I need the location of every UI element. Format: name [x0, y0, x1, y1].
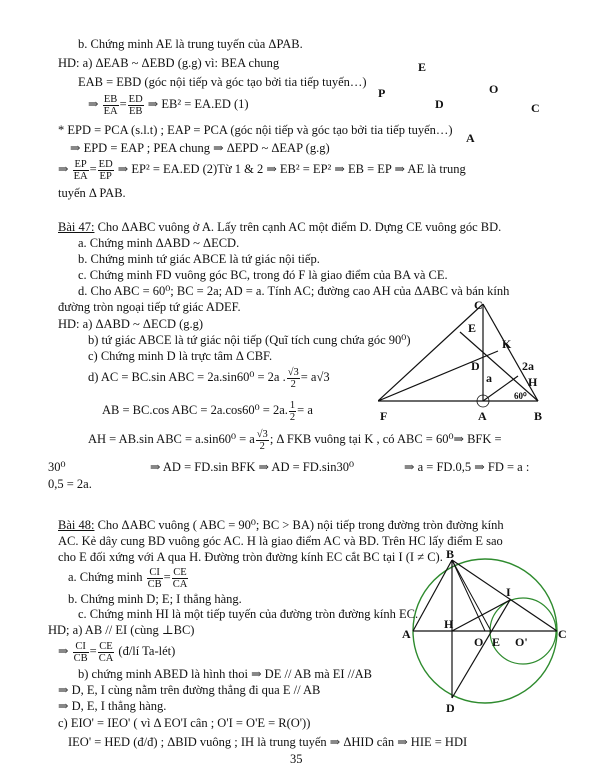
fraction: $\frac{CI}{CB}$ [147, 566, 162, 590]
fraction: $\frac{CE}{CA}$ [172, 566, 188, 590]
fig47-F: F [380, 409, 388, 423]
fig47-H: H [528, 375, 538, 389]
bai47-hd-ad: ⇒ AD = FD.sin BFK ⇒ AD = FD.sin30⁰ [150, 460, 354, 474]
fraction: $\frac{√3}{2}$ [287, 366, 299, 390]
label-P: P [378, 86, 386, 100]
fig48-C: C [558, 627, 567, 641]
bai48-intro-3: cho E đối xứng với A qua H. Đường tròn đường kính EC cắt BC tại I (I ≠ C). [58, 550, 443, 564]
bai48-intro-1: Bài 48: Cho ΔABC vuông ( ABC = 90⁰; BC > BA) nội tiếp trong đường tròn đường kính [58, 518, 504, 532]
label-O: O [489, 82, 499, 96]
bai48-hd-b2: ⇒ D, E, I cùng nằm trên đường thẳng đi qua E // AB [58, 683, 321, 697]
bai48-hd-a: HD; a) AB // EI (cùng ⊥BC) [48, 623, 195, 637]
label-A: A [466, 131, 475, 145]
fig47-B: B [534, 409, 543, 423]
bai47-hd-b: b) tứ giác ABCE là tứ giác nội tiếp (Quĩ tích cung chứa góc 90⁰) [88, 333, 411, 347]
bai47-intro: Bài 47: Cho ΔABC vuông ở A. Lấy trên cạnh AC một điểm D. Dựng CE vuông góc BD. [58, 220, 502, 234]
bai47-q-b: b. Chứng minh tứ giác ABCE là tứ giác nội tiếp. [78, 252, 320, 266]
bai47-q-c: c. Chứng minh FD vuông góc BC, trong đó F là giao điểm của BA và CE. [78, 268, 448, 282]
bai48-hd-b1: b) chứng minh ABED là hình thoi ⇒ DE // AB mà EI //AB [78, 667, 372, 681]
fig48-D: D [446, 701, 455, 713]
bai47-figure [378, 296, 568, 436]
fig47-a: a [486, 371, 492, 385]
bai48-q-c: c. Chứng minh HI là một tiếp tuyến của đường tròn đường kính EC. [78, 607, 419, 621]
fraction: $\frac{1}{2}$ [289, 399, 296, 423]
proof-angle-eq: EAB = EBD (góc nội tiếp và góc tạo bởi tia tiếp tuyến…) [78, 75, 367, 89]
bai48-hd-a2: ⇒ $\frac{CI}{CB}$ = $\frac{CE}{CA}$ (đ/lí Ta-lét) [58, 640, 176, 664]
bai48-q-a: a. Chứng minh $\frac{CI}{CB}$ = $\frac{CE}{CA}$ [68, 566, 188, 590]
fig47-D: D [471, 359, 480, 373]
bai47-hd-fd: ⇒ a = FD.0,5 ⇒ FD = a : [404, 460, 530, 474]
fig47-A: A [478, 409, 487, 423]
line-BC [452, 560, 557, 631]
fig48-B: B [446, 548, 455, 561]
bai47-hd-ab: AB = BC.cos ABC = 2a.cos60⁰ = 2a. $\frac{1}{2}$ = a [102, 399, 313, 423]
bai48-hd-c1: c) EIO' = IEO' ( vì Δ EO'I cân ; O'I = O'E = R(O')) [58, 716, 311, 730]
fraction: $\frac{CE}{CA}$ [98, 640, 114, 664]
fraction: $\frac{ED}{EP}$ [98, 158, 113, 182]
fraction: $\frac{√3}{2}$ [256, 428, 268, 452]
label-C: C [531, 101, 540, 115]
fig47-60: 60⁰ [514, 391, 527, 401]
bai47-hd-result: 0,5 = 2a. [48, 477, 92, 491]
label-D: D [435, 97, 444, 111]
proof-conclusion: tuyến Δ PAB. [58, 186, 126, 200]
fig48-O2: O' [515, 635, 528, 649]
page-number: 35 [290, 752, 303, 766]
fig48-A: A [402, 627, 411, 641]
proof-ratio-1: ⇒ $\frac{EB}{EA}$ = $\frac{ED}{EB}$ ⇒ EB² = EA.ED (1) [88, 93, 249, 117]
bai48-figure [400, 548, 570, 713]
line-CF [378, 304, 483, 401]
bai48-hd-c2: IEO' = HED (đ/đ) ; ΔBID vuông ; IH là trung tuyến ⇒ ΔHID cân ⇒ HIE = HDI [68, 735, 468, 749]
bai47-hd-ah: AH = AB.sin ABC = a.sin60⁰ = a $\frac{√3}{2}$ ; Δ FKB vuông tại K , có ABC = 60⁰⇒ BFK = [88, 428, 502, 452]
label-E: E [418, 60, 427, 74]
proof-similar-2: ⇒ EPD = EAP ; PEA chung ⇒ ΔEPD ~ ΔEAP (g.g) [70, 141, 330, 155]
bai47-hd-a: HD: a) ΔABD ~ ΔECD (g.g) [58, 317, 204, 331]
bai47-q-a: a. Chứng minh ΔABD ~ ΔECD. [78, 236, 240, 250]
bai47-hd-ac: d) AC = BC.sin ABC = 2a.sin60⁰ = 2a . $\frac{√3}{2}$ = a√3 [88, 366, 330, 390]
proof-hd-a: HD: a) ΔEAB ~ ΔEBD (g.g) vì: BEA chung [58, 56, 280, 70]
bai47-q-d1: d. Cho ABC = 60⁰; BC = 2a; AD = a. Tính AC; đường cao AH của ΔABC và bán kính [78, 284, 510, 298]
bai47-q-d2: đường tròn ngoại tiếp tứ giác ADEF. [58, 300, 241, 314]
proof-line-b: b. Chứng minh AE là trung tuyến của ΔPAB. [78, 37, 303, 51]
fig47-2a: 2a [522, 359, 534, 373]
fig47-K: K [502, 337, 512, 351]
bai47-hd-c: c) Chứng minh D là trực tâm Δ CBF. [88, 349, 273, 363]
fig48-O: O [474, 635, 484, 649]
fraction: $\frac{EP}{EA}$ [73, 158, 88, 182]
bai47-hd-30: 30⁰ [48, 460, 66, 474]
fig48-I: I [506, 585, 511, 599]
bai48-hd-b3: ⇒ D, E, I thẳng hàng. [58, 699, 167, 713]
line-DI [452, 600, 510, 698]
fraction: $\frac{ED}{EB}$ [128, 93, 143, 117]
fig48-E: E [492, 635, 501, 649]
proof-star-line: * EPD = PCA (s.l.t) ; EAP = PCA (góc nội tiếp và góc tạo bởi tia tiếp tuyến…) [58, 123, 453, 137]
line-FK [378, 351, 498, 401]
fig48-H: H [444, 617, 454, 631]
bai48-intro-2: AC. Kẻ dây cung BD vuông góc AC. H là giao điểm AC và BD. Trên HC lấy điểm E sao [58, 534, 503, 548]
fraction: $\frac{EB}{EA}$ [103, 93, 118, 117]
fig47-C: C [474, 298, 483, 312]
fig47-E: E [468, 321, 477, 335]
fraction: $\frac{CI}{CB}$ [73, 640, 88, 664]
proof-ratio-2: ⇒ $\frac{EP}{EA}$ = $\frac{ED}{EP}$ ⇒ EP² = EA.ED (2)Từ 1 & 2 ⇒ EB² = EP² ⇒ EB = EP ⇒ AE là trung [58, 158, 466, 182]
bai48-q-b: b. Chứng minh D; E; I thẳng hàng. [68, 592, 242, 606]
